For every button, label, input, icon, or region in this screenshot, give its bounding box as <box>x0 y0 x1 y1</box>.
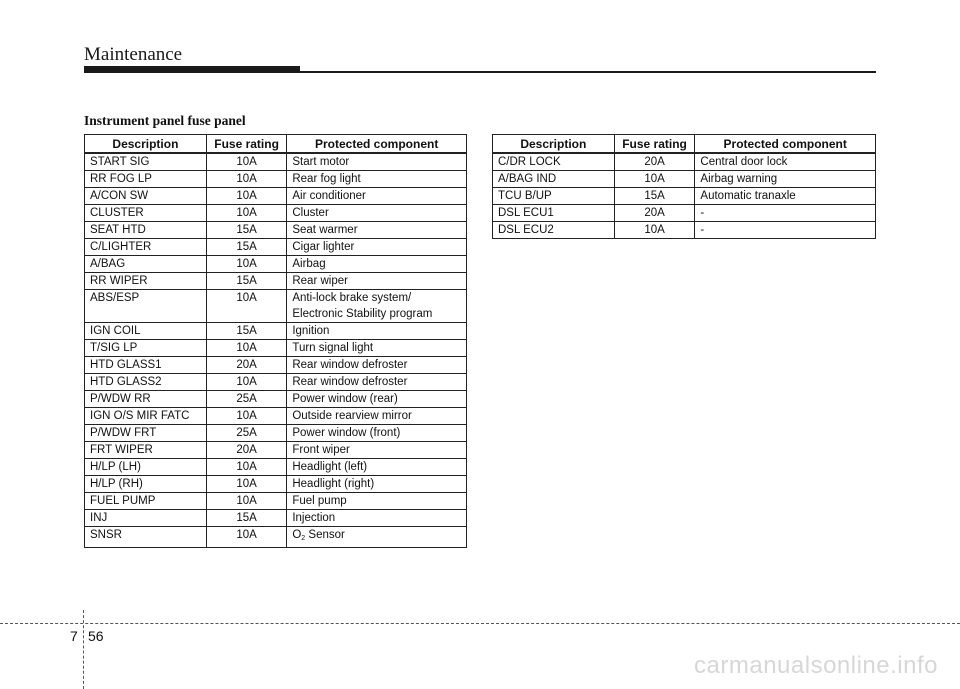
fuse-description: ABS/ESP <box>85 290 207 323</box>
protected-component <box>287 459 467 476</box>
fuse-rating: 10A <box>206 476 287 493</box>
protected-component-text: Anti-lock brake system/ <box>292 292 412 304</box>
protected-component <box>287 153 467 171</box>
fuse-rating: 15A <box>206 222 287 239</box>
protected-component <box>287 374 467 391</box>
protected-component-text: Injection <box>292 512 336 524</box>
table-row <box>85 290 467 323</box>
protected-component <box>287 273 467 290</box>
protected-component <box>695 153 876 171</box>
table-row <box>85 374 467 391</box>
protected-component <box>287 510 467 527</box>
fuse-rating: 10A <box>206 171 287 188</box>
protected-component-text: Central door lock <box>700 156 788 168</box>
protected-component-text: Air conditioner <box>292 190 366 202</box>
fuse-rating: 10A <box>206 290 287 323</box>
table-row <box>85 153 467 171</box>
protected-component-text: Outside rearview mirror <box>292 410 412 422</box>
fuse-rating: 15A <box>206 273 287 290</box>
fuse-rating: 20A <box>206 357 287 374</box>
protected-component <box>287 493 467 510</box>
protected-component <box>695 171 876 188</box>
protected-component-text: O <box>292 529 302 541</box>
protected-component-text: Rear wiper <box>292 275 348 287</box>
fuse-description: START SIG <box>85 153 207 171</box>
protected-component <box>287 205 467 222</box>
protected-component-text: Rear fog light <box>292 173 361 185</box>
fuse-description: DSL ECU1 <box>493 205 615 222</box>
protected-component <box>287 391 467 408</box>
table-row <box>85 527 467 548</box>
fuse-description: P/WDW FRT <box>85 425 207 442</box>
fuse-description: C/DR LOCK <box>493 153 615 171</box>
fuse-rating: 20A <box>614 153 695 171</box>
table-row <box>85 459 467 476</box>
table-row <box>85 510 467 527</box>
fuse-description: T/SIG LP <box>85 340 207 357</box>
table-row <box>85 442 467 459</box>
fuse-description: FUEL PUMP <box>85 493 207 510</box>
fuse-rating: 25A <box>206 425 287 442</box>
protected-component-text: Cigar lighter <box>292 241 355 253</box>
fuse-description: RR WIPER <box>85 273 207 290</box>
fuse-description: A/BAG <box>85 256 207 273</box>
table-row <box>493 171 876 188</box>
table-row <box>85 205 467 222</box>
protected-component-text: Cluster <box>292 207 329 219</box>
fuse-description: H/LP (RH) <box>85 476 207 493</box>
protected-component <box>287 357 467 374</box>
fuse-description: SEAT HTD <box>85 222 207 239</box>
table-row <box>85 256 467 273</box>
table-row <box>85 476 467 493</box>
protected-component <box>287 340 467 357</box>
protected-component <box>287 256 467 273</box>
protected-component-text: Turn signal light <box>292 342 374 354</box>
column-header-fuse-rating: Fuse rating <box>206 135 287 154</box>
fuse-description: P/WDW RR <box>85 391 207 408</box>
table-row <box>85 357 467 374</box>
protected-component <box>287 408 467 425</box>
fuse-rating: 20A <box>206 442 287 459</box>
protected-component <box>695 222 876 239</box>
protected-component <box>287 188 467 205</box>
table-row <box>85 188 467 205</box>
header-rule-thin <box>300 71 876 73</box>
protected-component-text: Ignition <box>292 325 330 337</box>
fuse-rating: 15A <box>614 188 695 205</box>
fuse-description: TCU B/UP <box>493 188 615 205</box>
table-row <box>493 153 876 171</box>
protected-component-text: Rear window defroster <box>292 376 408 388</box>
fuse-description: CLUSTER <box>85 205 207 222</box>
protected-component-line2: Electronic Stability program <box>292 308 433 320</box>
fuse-description: SNSR <box>85 527 207 548</box>
protected-component-text: Rear window defroster <box>292 359 408 371</box>
fuse-description: HTD GLASS1 <box>85 357 207 374</box>
protected-component-suffix: Sensor <box>305 529 345 541</box>
fuse-rating: 10A <box>206 408 287 425</box>
column-header-fuse-rating: Fuse rating <box>614 135 695 154</box>
protected-component-text: Airbag <box>292 258 326 270</box>
fuse-description: A/BAG IND <box>493 171 615 188</box>
table-row <box>493 205 876 222</box>
fuse-rating: 15A <box>206 239 287 256</box>
fuse-description: IGN COIL <box>85 323 207 340</box>
table-row <box>85 425 467 442</box>
protected-component <box>287 527 467 548</box>
watermark-text: carmanualsonline.info <box>694 652 938 679</box>
fuse-rating: 10A <box>206 188 287 205</box>
protected-component-text: - <box>700 207 705 219</box>
protected-component-text: Seat warmer <box>292 224 358 236</box>
protected-component-text: Fuel pump <box>292 495 347 507</box>
fuse-rating: 10A <box>614 171 695 188</box>
fuse-description: FRT WIPER <box>85 442 207 459</box>
column-header-description: Description <box>493 135 615 154</box>
fuse-rating: 15A <box>206 323 287 340</box>
protected-component <box>287 323 467 340</box>
protected-component-text: Power window (front) <box>292 427 401 439</box>
fuse-description: H/LP (LH) <box>85 459 207 476</box>
table-row <box>493 222 876 239</box>
table-row <box>85 493 467 510</box>
protected-component-text: Power window (rear) <box>292 393 398 405</box>
section-title: Instrument panel fuse panel <box>84 113 246 128</box>
table-row <box>85 391 467 408</box>
fuse-description: A/CON SW <box>85 188 207 205</box>
table-header-row <box>493 135 876 154</box>
fuse-table-right <box>492 134 876 239</box>
chapter-number: 7 <box>70 628 78 644</box>
fuse-rating: 10A <box>206 527 287 548</box>
table-row <box>85 273 467 290</box>
fuse-rating: 15A <box>206 510 287 527</box>
fuse-rating: 10A <box>614 222 695 239</box>
table-row <box>85 323 467 340</box>
fuse-rating: 10A <box>206 374 287 391</box>
fuse-rating: 20A <box>614 205 695 222</box>
column-header-protected-component: Protected component <box>695 135 876 154</box>
header-rule-thick <box>84 66 300 73</box>
table-row <box>85 239 467 256</box>
protected-component <box>287 171 467 188</box>
footer-dashed-divider <box>83 610 84 689</box>
fuse-rating: 10A <box>206 256 287 273</box>
protected-component-text: Front wiper <box>292 444 350 456</box>
table-row <box>85 222 467 239</box>
protected-component <box>287 476 467 493</box>
column-header-description: Description <box>85 135 207 154</box>
protected-component <box>695 205 876 222</box>
fuse-description: INJ <box>85 510 207 527</box>
table-row <box>85 408 467 425</box>
protected-component <box>287 239 467 256</box>
page-number: 56 <box>88 628 104 644</box>
fuse-rating: 10A <box>206 205 287 222</box>
protected-component-subscript: 2 <box>301 535 306 542</box>
fuse-rating: 10A <box>206 340 287 357</box>
protected-component-text: Headlight (left) <box>292 461 368 473</box>
protected-component <box>287 425 467 442</box>
fuse-rating: 10A <box>206 153 287 171</box>
protected-component-text: Automatic tranaxle <box>700 190 796 202</box>
table-row <box>85 340 467 357</box>
protected-component <box>695 188 876 205</box>
table-header-row <box>85 135 467 154</box>
protected-component <box>287 290 467 323</box>
fuse-description: HTD GLASS2 <box>85 374 207 391</box>
table-row <box>85 171 467 188</box>
protected-component-text: - <box>700 224 705 236</box>
fuse-table-left <box>84 134 467 548</box>
fuse-description: RR FOG LP <box>85 171 207 188</box>
protected-component <box>287 442 467 459</box>
fuse-rating: 10A <box>206 493 287 510</box>
protected-component-text: Headlight (right) <box>292 478 375 490</box>
page-header-title: Maintenance <box>84 44 183 65</box>
fuse-description: C/LIGHTER <box>85 239 207 256</box>
protected-component-text: Start motor <box>292 156 350 168</box>
protected-component-text: Airbag warning <box>700 173 778 185</box>
fuse-description: DSL ECU2 <box>493 222 615 239</box>
fuse-rating: 10A <box>206 459 287 476</box>
table-row <box>493 188 876 205</box>
fuse-rating: 25A <box>206 391 287 408</box>
column-header-protected-component: Protected component <box>287 135 467 154</box>
fuse-description: IGN O/S MIR FATC <box>85 408 207 425</box>
footer-dashed-rule <box>0 623 960 624</box>
protected-component <box>287 222 467 239</box>
